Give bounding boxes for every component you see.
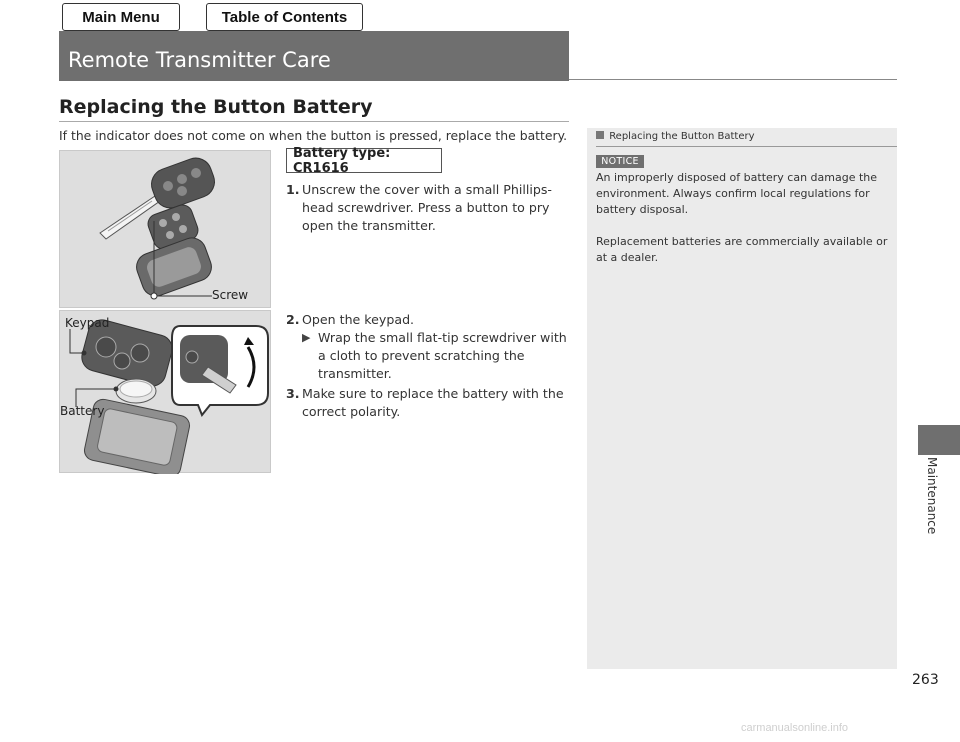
step-text: Make sure to replace the battery with the correct polarity. bbox=[302, 386, 564, 419]
step-number: 2. bbox=[286, 312, 300, 327]
square-bullet-icon bbox=[596, 131, 604, 139]
notice-badge: NOTICE bbox=[596, 155, 644, 168]
step-3 bbox=[286, 385, 571, 421]
battery-type-box: Battery type: CR1616 bbox=[286, 148, 442, 173]
keypad-battery-drawing bbox=[60, 311, 272, 474]
step-text: Unscrew the cover with a small Phillips-head screwdriver. Press a button to pry open the transmitter. bbox=[302, 182, 552, 233]
step-1 bbox=[286, 181, 571, 235]
main-menu-button[interactable]: Main Menu bbox=[62, 3, 180, 31]
transmitter-exploded-illustration bbox=[59, 150, 271, 308]
chapter-label: Maintenance bbox=[925, 457, 939, 535]
note-paragraph-1: An improperly disposed of battery can damage the environment. Always confirm local regulations for battery disposal. bbox=[596, 171, 878, 216]
title-divider bbox=[59, 121, 569, 122]
note-paragraph-2: Replacement batteries are commercially available or at a dealer. bbox=[596, 235, 888, 264]
table-of-contents-button[interactable]: Table of Contents bbox=[206, 3, 363, 31]
sidebar-note bbox=[587, 128, 897, 669]
section-header bbox=[59, 31, 569, 81]
transmitter-exploded-drawing bbox=[60, 151, 272, 309]
battery-label: Battery bbox=[60, 404, 105, 418]
note-divider bbox=[596, 146, 897, 147]
step-2 bbox=[286, 311, 571, 383]
step-substep bbox=[286, 329, 571, 383]
page-number: 263 bbox=[912, 672, 939, 688]
screw-label: Screw bbox=[212, 288, 249, 302]
watermark: carmanualsonline.info bbox=[741, 722, 849, 734]
triangle-right-icon: ▶ bbox=[302, 331, 311, 344]
substep-text: Wrap the small flat-tip screwdriver with a cloth to prevent scratching the transmitter. bbox=[318, 330, 567, 381]
page-title: Replacing the Button Battery bbox=[59, 96, 373, 118]
keypad-label: Keypad bbox=[65, 316, 110, 330]
section-header-text: Remote Transmitter Care bbox=[68, 48, 331, 72]
note-title-text: Replacing the Button Battery bbox=[609, 131, 755, 142]
step-text: Open the keypad. bbox=[302, 312, 415, 327]
step-number: 3. bbox=[286, 386, 300, 401]
note-title bbox=[596, 131, 755, 142]
step-number: 1. bbox=[286, 182, 300, 197]
chapter-tab[interactable] bbox=[918, 425, 960, 455]
intro-text: If the indicator does not come on when the button is pressed, replace the battery. bbox=[59, 128, 568, 143]
keypad-battery-illustration bbox=[59, 310, 271, 473]
header-divider bbox=[569, 79, 897, 80]
